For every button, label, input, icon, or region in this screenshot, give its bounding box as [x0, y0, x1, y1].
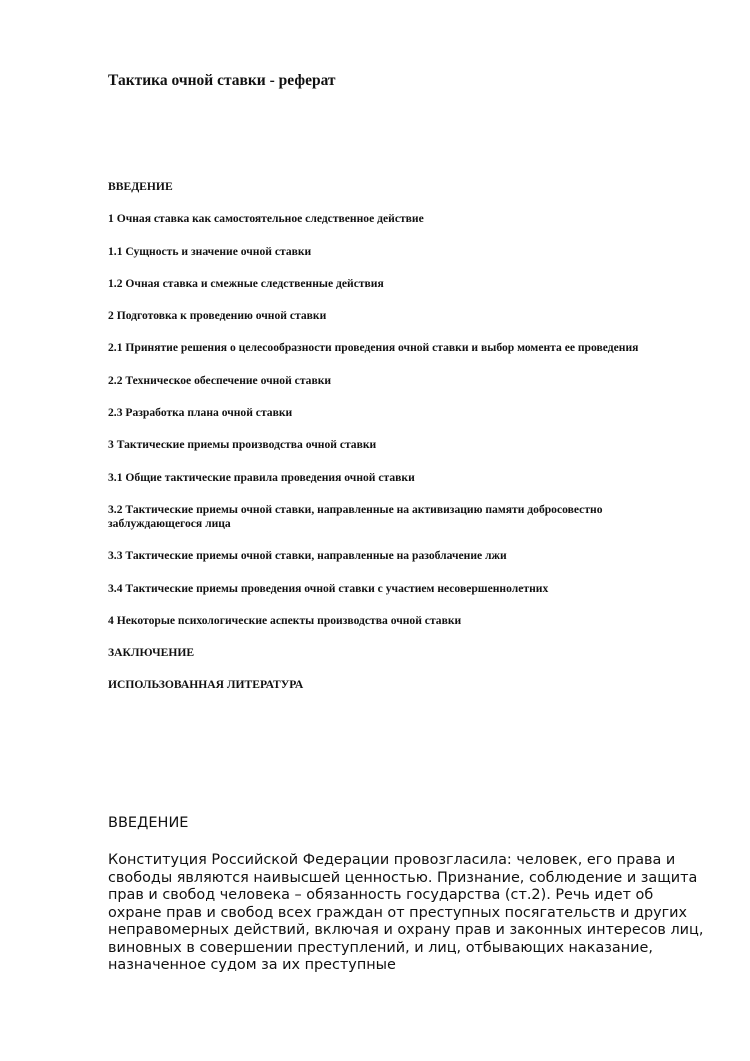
table-of-contents: [108, 180, 708, 711]
toc-item-3-4: 3.4 Тактические приемы проведения очной ставки с участием несовершеннолетних: [108, 581, 549, 595]
toc-item-3-1: 3.1 Общие тактические правила проведения очной ставки: [108, 470, 415, 484]
introduction-paragraph: Конституция Российской Федерации провозгласила: человек, его права и свободы являются наивысшей ценностью. Признание, соблюдение и защита прав и свобод человека – обязанность государства (ст.2). Речь идет об охране прав и свобод всех граждан от преступных посягательств и других неправомерных действий, включая и охрану прав и законных интересов лиц, виновных в совершении преступлений, и лиц, отбывающих наказание, назначенное судом за их преступные: [108, 852, 704, 973]
toc-item-introduction: ВВЕДЕНИЕ: [108, 180, 173, 193]
toc-item-1-2: 1.2 Очная ставка и смежные следственные действия: [108, 276, 384, 290]
toc-item-references: ИСПОЛЬЗОВАННАЯ ЛИТЕРАТУРА: [108, 678, 304, 692]
toc-item-4: 4 Некоторые психологические аспекты производства очной ставки: [108, 613, 462, 627]
toc-item-3: 3 Тактические приемы производства очной ставки: [108, 438, 377, 452]
toc-item-2-1: 2.1 Принятие решения о целесообразности проведения очной ставки и выбор момента ее проведения: [108, 341, 639, 355]
document-title: Тактика очной ставки - реферат: [108, 72, 336, 89]
toc-item-3-3: 3.3 Тактические приемы очной ставки, направленные на разоблачение лжи: [108, 549, 507, 563]
toc-item-1-1: 1.1 Сущность и значение очной ставки: [108, 244, 312, 258]
toc-item-conclusion: ЗАКЛЮЧЕНИЕ: [108, 646, 195, 660]
toc-item-2-2: 2.2 Техническое обеспечение очной ставки: [108, 373, 332, 387]
toc-item-2-3: 2.3 Разработка плана очной ставки: [108, 406, 293, 420]
toc-item-1: 1 Очная ставка как самостоятельное следственное действие: [108, 212, 424, 226]
introduction-heading: ВВЕДЕНИЕ: [108, 815, 189, 831]
toc-item-2: 2 Подготовка к проведению очной ставки: [108, 309, 327, 323]
toc-item-3-2: 3.2 Тактические приемы очной ставки, направленные на активизацию памяти добросовестно заблуждающегося лица: [108, 502, 603, 530]
